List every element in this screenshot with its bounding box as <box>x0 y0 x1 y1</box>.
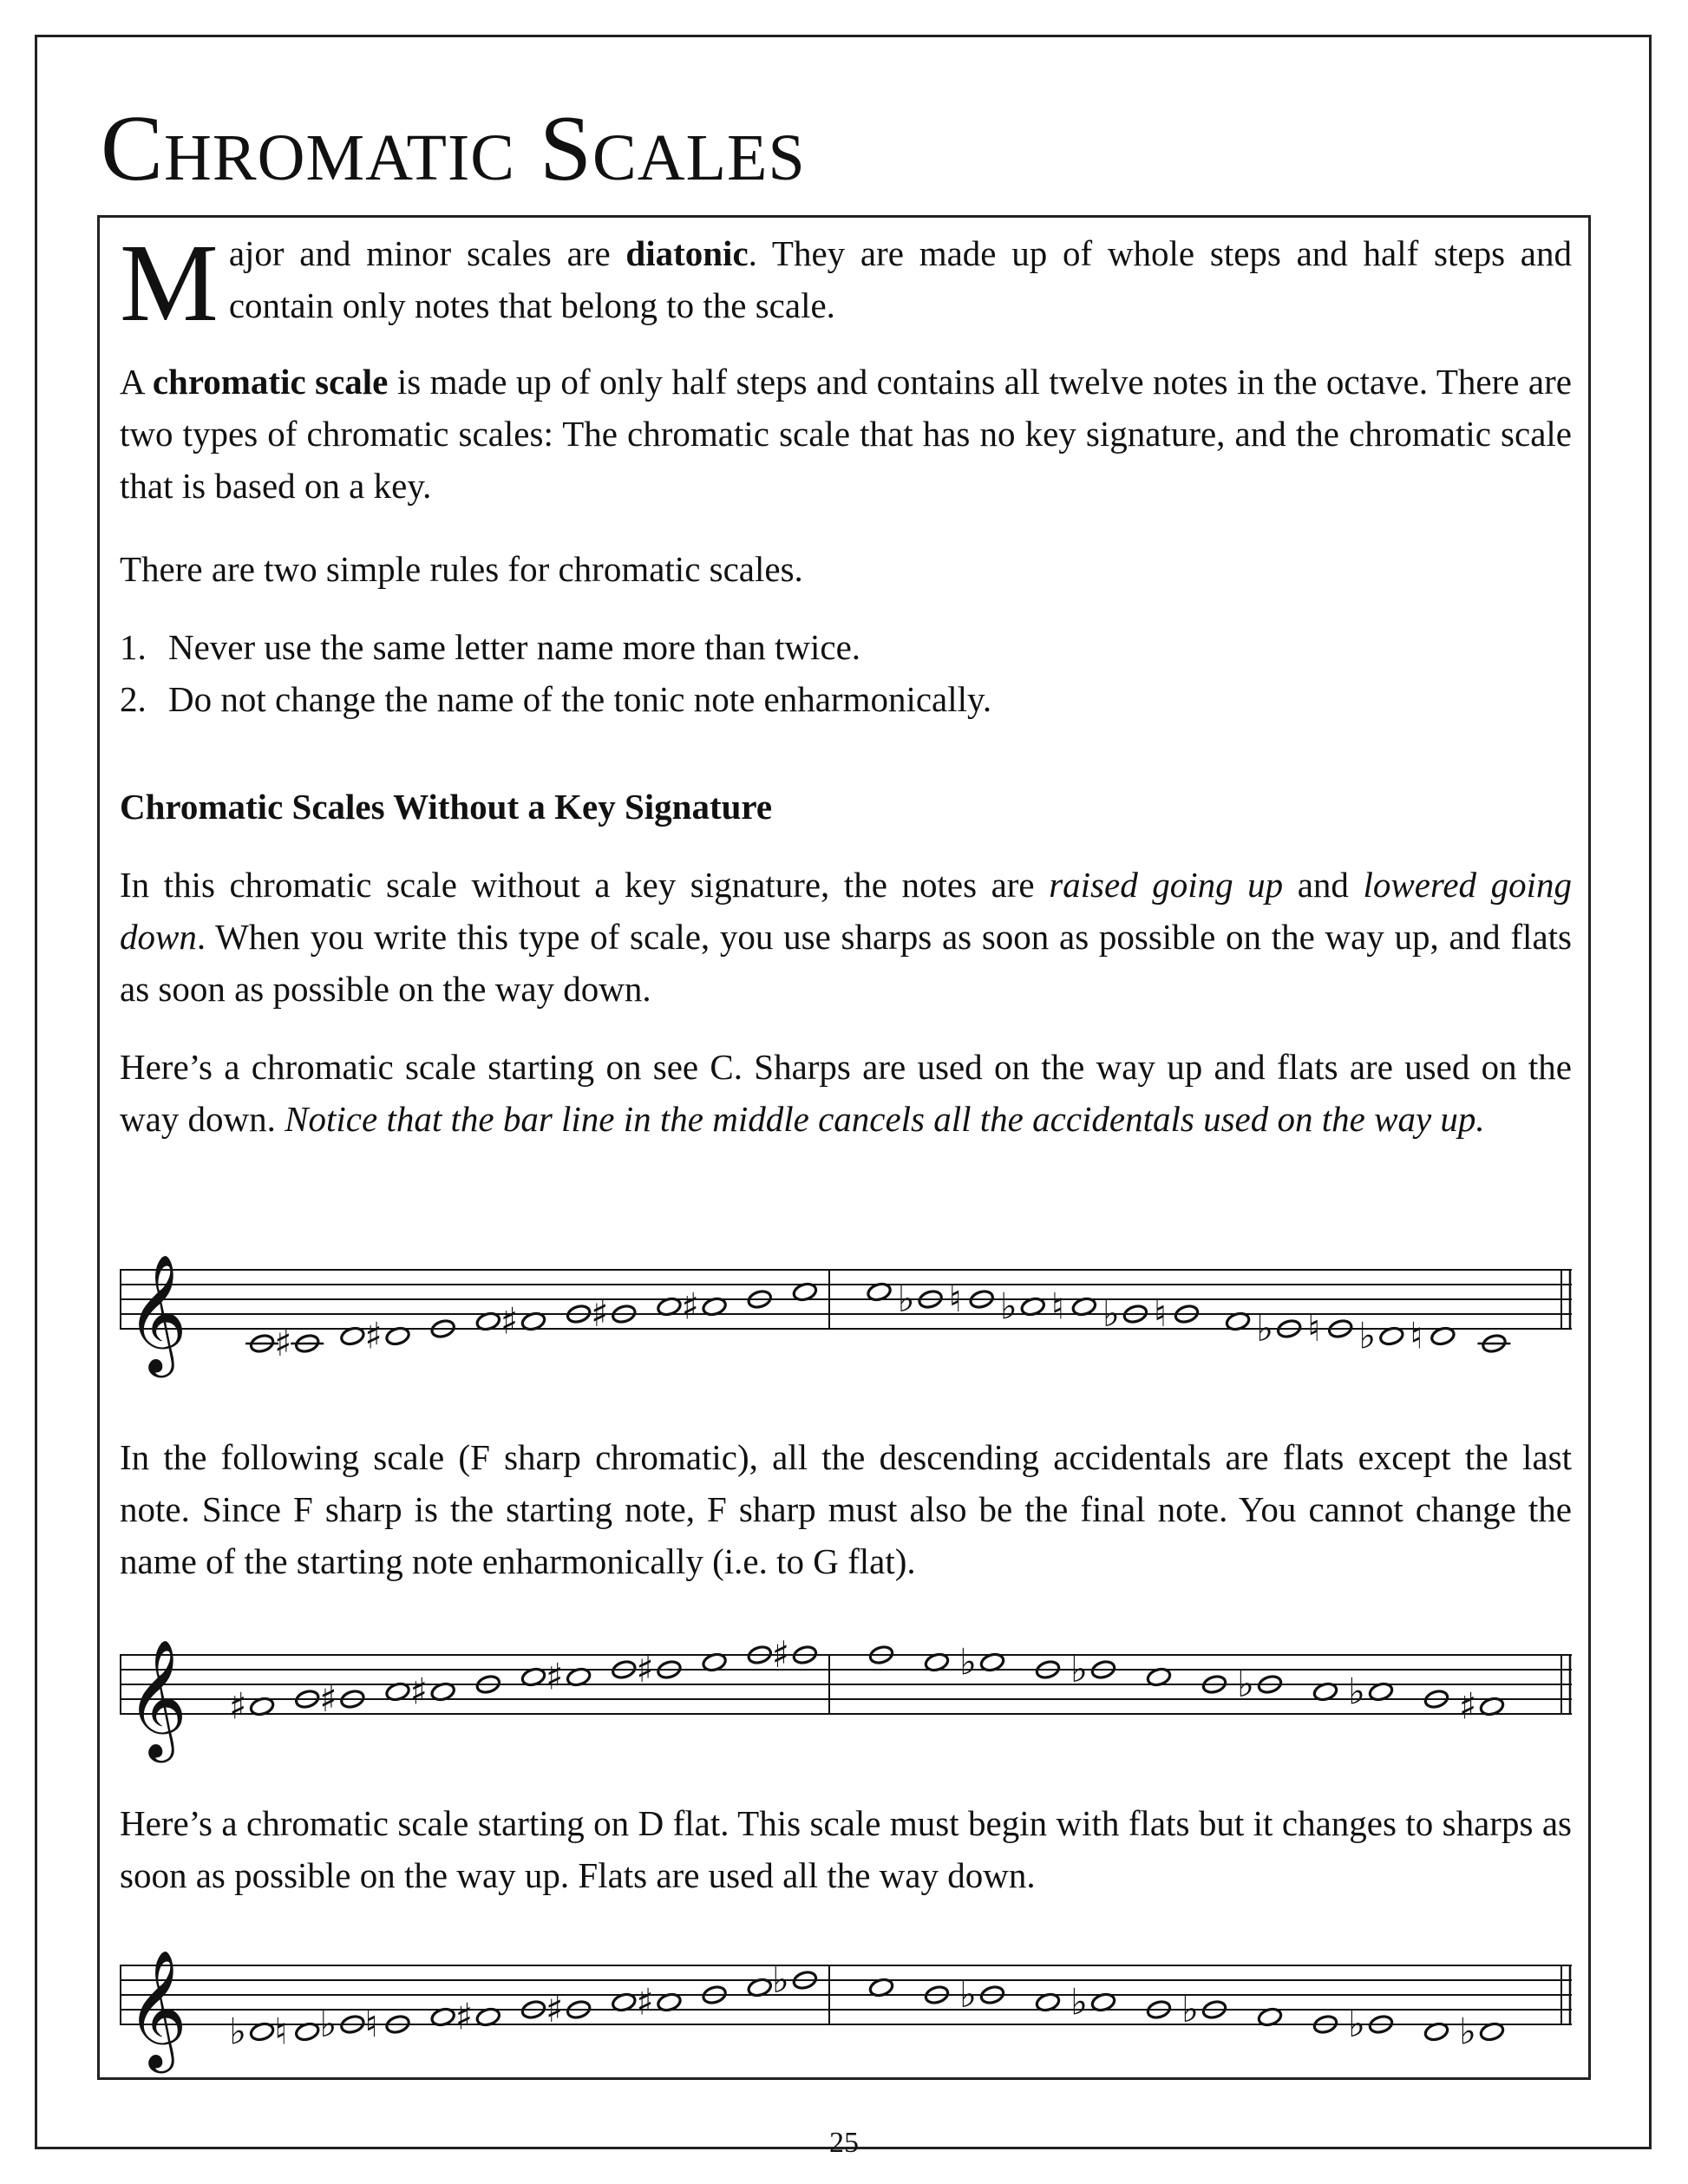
para6-text: In the following scale (F sharp chromatic), all the descending accidentals are flats except the last note. Since F sharp is the starting note, F sharp must also be the final note. You cannot change the name of the starting note enharmonically (i.e. to G flat). <box>120 1437 1572 1581</box>
para2-text-1: A <box>120 362 153 402</box>
f-sharp-chromatic-staff <box>120 1620 1574 1768</box>
c-chromatic-staff <box>120 1235 1574 1383</box>
sharp-sign: ♯ <box>501 1299 519 1343</box>
flat-sign: ♭ <box>1070 1980 1088 2024</box>
drop-cap: M <box>120 221 219 344</box>
sharp-sign: ♯ <box>636 1648 654 1690</box>
para4-text-3: . When you write this type of scale, you use sharps as soon as possible on the way up, and flats as soon as possible on the way down. <box>120 917 1572 1009</box>
treble-clef: 𝄞 <box>127 1948 187 2068</box>
flat-sign: ♭ <box>1348 1670 1365 1713</box>
para5-italic-1: Notice that the bar line in the middle cancels all the accidentals used on the way up. <box>285 1099 1485 1139</box>
rule-text: Do not change the name of the tonic note enharmonically. <box>168 679 992 719</box>
natural-sign: ♮ <box>1050 1285 1064 1328</box>
sharp-sign: ♯ <box>771 1633 790 1676</box>
rule-item <box>120 621 1572 673</box>
term-chromatic-scale: chromatic scale <box>152 362 389 402</box>
intro-paragraph <box>120 221 1573 344</box>
para4-text-1: In this chromatic scale without a key signature, the notes are <box>120 865 1050 905</box>
rule-item <box>120 673 1572 725</box>
para4-italic-1: raised going up <box>1049 865 1284 905</box>
page-title: Chromatic Scales <box>101 97 806 200</box>
flat-sign: ♭ <box>1459 2010 1476 2053</box>
rule-number: 2. <box>120 679 147 719</box>
natural-sign: ♮ <box>1154 1292 1168 1335</box>
sharp-sign: ♯ <box>1459 1684 1477 1728</box>
rules-intro-text: There are two simple rules for chromatic scales. <box>120 549 803 589</box>
sharp-sign: ♯ <box>546 1988 564 2030</box>
flat-sign: ♭ <box>1237 1663 1254 1705</box>
sharp-sign: ♯ <box>546 1655 564 1698</box>
para2-text-2: is made up of only half steps and contains all twelve notes in the octave. There are two types of chromatic scales: The chromatic scale that has no key signature, and the chromatic scale that is based on a key. <box>120 362 1572 506</box>
f-sharp-chromatic-paragraph <box>120 1431 1572 1587</box>
flat-sign: ♭ <box>959 1640 977 1684</box>
treble-clef: 𝄞 <box>127 1252 187 1372</box>
flat-sign: ♭ <box>771 1958 789 2001</box>
flat-sign: ♭ <box>1181 1988 1199 2030</box>
term-diatonic: diatonic <box>625 233 749 273</box>
para7-text: Here’s a chromatic scale starting on D flat. This scale must begin with flats but it changes to sharps as soon as possible on the way up. Flats are used all the way down. <box>120 1803 1572 1895</box>
rule-text: Never use the same letter name more than twice. <box>168 627 861 667</box>
flat-sign: ♭ <box>1256 1307 1273 1350</box>
flat-sign: ♭ <box>959 1973 977 2016</box>
natural-sign: ♮ <box>1307 1307 1321 1350</box>
c-chromatic-paragraph <box>120 1041 1572 1145</box>
flat-sign: ♭ <box>1358 1314 1377 1357</box>
no-key-signature-paragraph <box>120 859 1572 1015</box>
d-flat-chromatic-paragraph <box>120 1797 1572 1901</box>
sharp-sign: ♯ <box>455 1995 474 2038</box>
flat-sign: ♭ <box>1070 1648 1088 1690</box>
section-subheading: Chromatic Scales Without a Key Signature <box>120 787 773 827</box>
sharp-sign: ♯ <box>591 1292 609 1335</box>
natural-sign: ♮ <box>1410 1314 1423 1357</box>
sharp-sign: ♯ <box>681 1285 699 1328</box>
sharp-sign: ♯ <box>319 1677 337 1720</box>
chromatic-definition-paragraph <box>120 356 1572 512</box>
sharp-sign: ♯ <box>229 1684 247 1728</box>
d-flat-chromatic-staff <box>120 1931 1574 2078</box>
intro-text-2: . They are made up of whole steps and half steps and contain only notes that belong to the scale. <box>228 233 1573 325</box>
flat-sign: ♭ <box>897 1278 915 1320</box>
rule-number: 1. <box>120 627 147 667</box>
rules-intro-paragraph <box>120 543 1572 595</box>
para4-text-2: and <box>1283 865 1364 905</box>
flat-sign: ♭ <box>229 2010 246 2053</box>
intro-text-1: ajor and minor scales are <box>228 233 626 273</box>
sharp-sign: ♯ <box>409 1670 429 1713</box>
para4-italic-2: lowered going down <box>120 865 1572 957</box>
sharp-sign: ♯ <box>274 1322 292 1364</box>
page-number: 25 <box>829 2127 859 2159</box>
flat-sign: ♭ <box>1102 1292 1120 1335</box>
natural-sign: ♮ <box>274 2010 288 2053</box>
sharp-sign: ♯ <box>636 1980 654 2024</box>
rules-list <box>120 621 1572 725</box>
flat-sign: ♭ <box>319 2003 337 2045</box>
flat-sign: ♭ <box>999 1285 1017 1328</box>
sharp-sign: ♯ <box>364 1314 383 1357</box>
natural-sign: ♮ <box>948 1278 962 1320</box>
flat-sign: ♭ <box>1348 2003 1365 2045</box>
treble-clef: 𝄞 <box>127 1638 187 1757</box>
para5-text-1: Here’s a chromatic scale starting on see C. Sharps are used on the way up and flats are used on the way down. <box>120 1047 1572 1139</box>
natural-sign: ♮ <box>364 2003 378 2045</box>
